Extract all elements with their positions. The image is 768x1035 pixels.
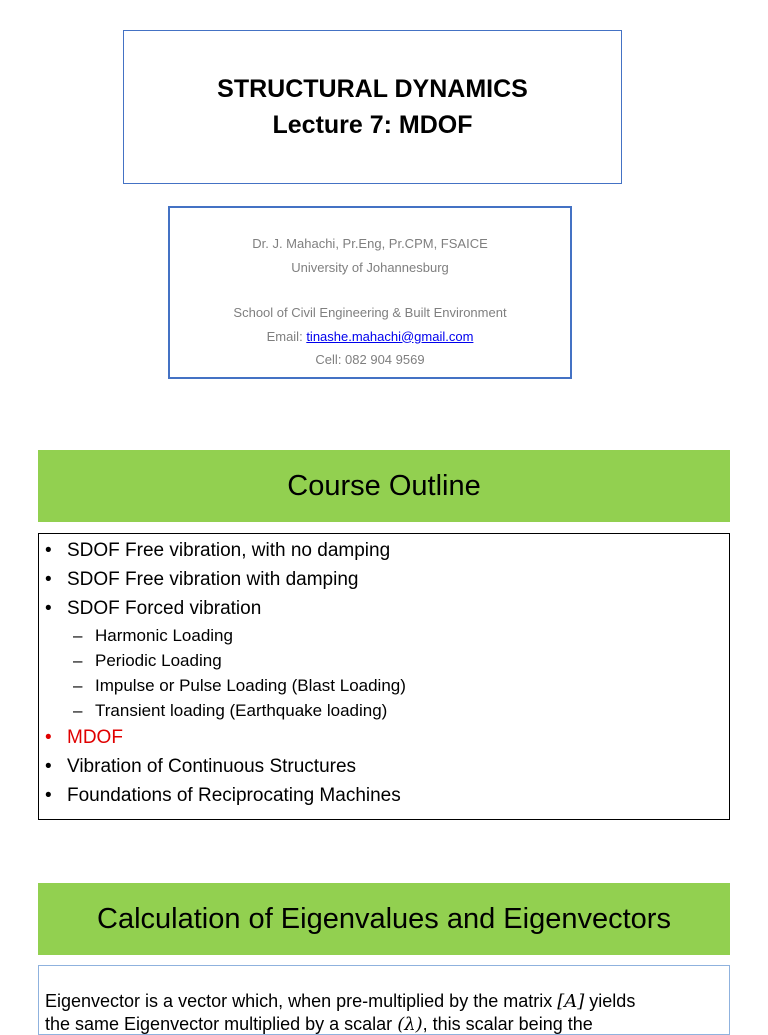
list-item: • SDOF Forced vibration (45, 598, 262, 619)
email-link[interactable]: tinashe.mahachi@gmail.com (306, 328, 474, 344)
eigen-line-2: the same Eigenvector multiplied by a scalar (λ), this scalar being the (45, 1014, 593, 1035)
title-line-2: Lecture 7: MDOF (272, 111, 473, 139)
sub-list-item: – Impulse or Pulse Loading (Blast Loading) (73, 676, 406, 695)
course-outline-heading: Course Outline (38, 450, 730, 522)
email-label: Email: (266, 328, 303, 344)
title-slide (123, 30, 622, 184)
title-line-1: STRUCTURAL DYNAMICS (217, 75, 528, 103)
eigen-heading: Calculation of Eigenvalues and Eigenvectors (38, 883, 730, 955)
eigen-text (38, 965, 730, 1035)
list-item: • Foundations of Reciprocating Machines (45, 785, 401, 806)
course-outline-list (38, 533, 730, 820)
university: University of Johannesburg (291, 259, 449, 275)
sub-list-item: – Harmonic Loading (73, 626, 233, 645)
eigen-line-1: Eigenvector is a vector which, when pre-multiplied by the matrix [A] yields (45, 991, 636, 1012)
sub-list-item: – Transient loading (Earthquake loading) (73, 701, 388, 720)
cell-number: Cell: 082 904 9569 (315, 352, 425, 367)
email-line (170, 325, 570, 349)
list-item: • Vibration of Continuous Structures (45, 756, 357, 777)
author-name: Dr. J. Mahachi, Pr.Eng, Pr.CPM, FSAICE (252, 236, 488, 251)
list-item: • SDOF Free vibration with damping (45, 569, 359, 590)
author-info (168, 206, 572, 379)
list-item: • SDOF Free vibration, with no damping (45, 540, 391, 561)
list-item-mdof: • MDOF (45, 727, 123, 748)
sub-list-item: – Periodic Loading (73, 651, 222, 670)
school: School of Civil Engineering & Built Environment (233, 305, 507, 320)
